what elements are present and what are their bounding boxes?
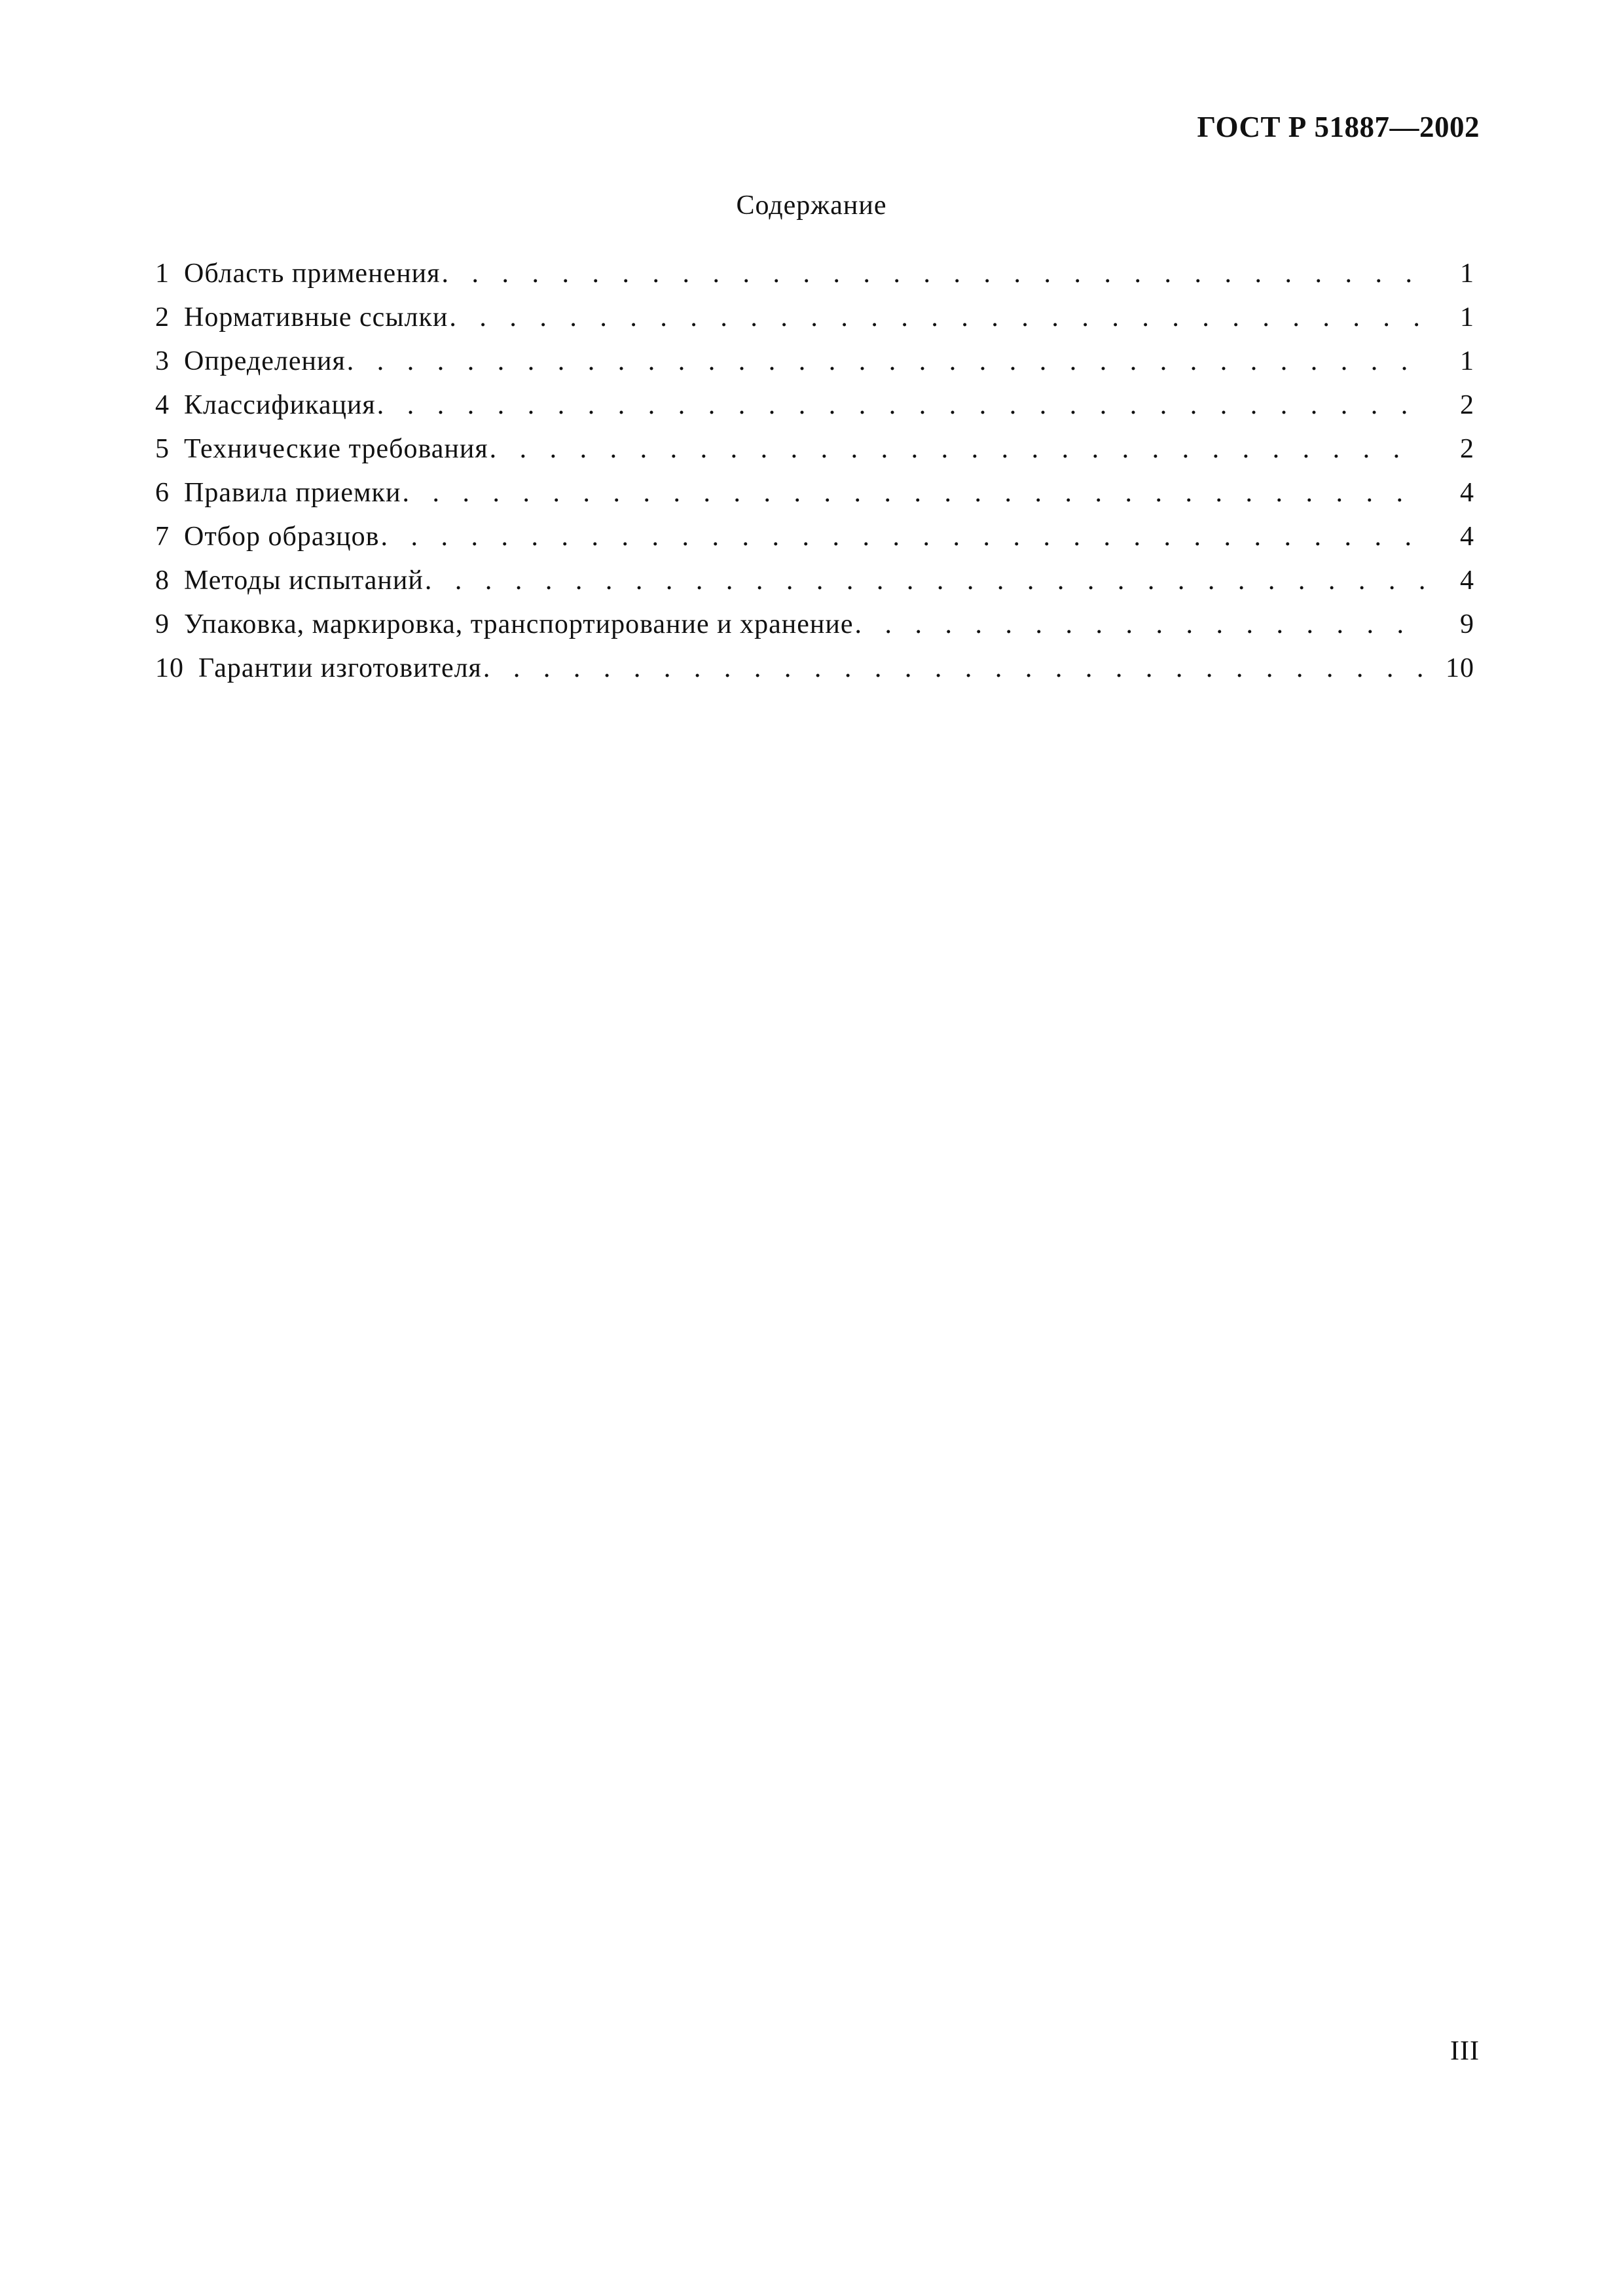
toc-entry-page: 1 xyxy=(1460,259,1474,289)
toc-dot-leader xyxy=(380,515,1425,559)
toc-entry-number: 4 xyxy=(155,390,170,420)
toc-entry-label: Правила приемки xyxy=(184,478,401,508)
toc-entry-9[interactable] xyxy=(155,603,1474,647)
toc-entry-label: Отбор образцов xyxy=(184,522,380,552)
table-of-contents xyxy=(155,252,1474,691)
toc-entry-number: 7 xyxy=(155,522,170,552)
toc-entry-number: 3 xyxy=(155,346,170,376)
toc-entry-3[interactable] xyxy=(155,340,1474,384)
toc-dot-leader xyxy=(347,340,1425,384)
toc-dot-leader xyxy=(441,252,1425,296)
toc-entry-10[interactable] xyxy=(155,647,1474,691)
toc-dot-leader xyxy=(449,296,1425,340)
toc-entry-number: 1 xyxy=(155,259,170,289)
toc-entry-label: Классификация xyxy=(184,390,376,420)
toc-entry-number: 5 xyxy=(155,434,170,464)
toc-entry-6[interactable] xyxy=(155,471,1474,515)
toc-entry-label: Определения xyxy=(184,346,346,376)
toc-entry-page: 10 xyxy=(1446,653,1474,683)
toc-dot-leader xyxy=(854,603,1425,647)
toc-entry-page: 2 xyxy=(1460,434,1474,464)
toc-entry-page: 2 xyxy=(1460,390,1474,420)
toc-entry-8[interactable] xyxy=(155,559,1474,603)
toc-dot-leader xyxy=(483,647,1425,691)
toc-dot-leader xyxy=(377,384,1425,427)
document-code: ГОСТ Р 51887—2002 xyxy=(1197,111,1480,143)
toc-entry-page: 9 xyxy=(1460,609,1474,639)
toc-entry-label: Методы испытаний xyxy=(184,565,424,596)
toc-dot-leader xyxy=(490,427,1425,471)
toc-entry-label: Нормативные ссылки xyxy=(184,302,448,332)
toc-entry-page: 1 xyxy=(1460,302,1474,332)
toc-entry-label: Область применения xyxy=(184,259,441,289)
toc-entry-4[interactable] xyxy=(155,384,1474,427)
toc-entry-number: 9 xyxy=(155,609,170,639)
toc-title: Содержание xyxy=(736,190,887,221)
toc-dot-leader xyxy=(402,471,1425,515)
toc-entry-page: 4 xyxy=(1460,478,1474,508)
toc-entry-number: 8 xyxy=(155,565,170,596)
toc-entry-number: 2 xyxy=(155,302,170,332)
toc-entry-page: 1 xyxy=(1460,346,1474,376)
toc-entry-page: 4 xyxy=(1460,565,1474,596)
toc-entry-number: 6 xyxy=(155,478,170,508)
toc-entry-number: 10 xyxy=(155,653,184,683)
toc-entry-1[interactable] xyxy=(155,252,1474,296)
toc-entry-2[interactable] xyxy=(155,296,1474,340)
toc-entry-label: Гарантии изготовителя xyxy=(198,653,482,683)
toc-entry-label: Технические требования xyxy=(184,434,488,464)
page-number: III xyxy=(1450,2036,1480,2066)
toc-entry-label: Упаковка, маркировка, транспортирование и хранение xyxy=(184,609,854,639)
toc-entry-7[interactable] xyxy=(155,515,1474,559)
toc-dot-leader xyxy=(425,559,1425,603)
toc-entry-5[interactable] xyxy=(155,427,1474,471)
toc-entry-page: 4 xyxy=(1460,522,1474,552)
